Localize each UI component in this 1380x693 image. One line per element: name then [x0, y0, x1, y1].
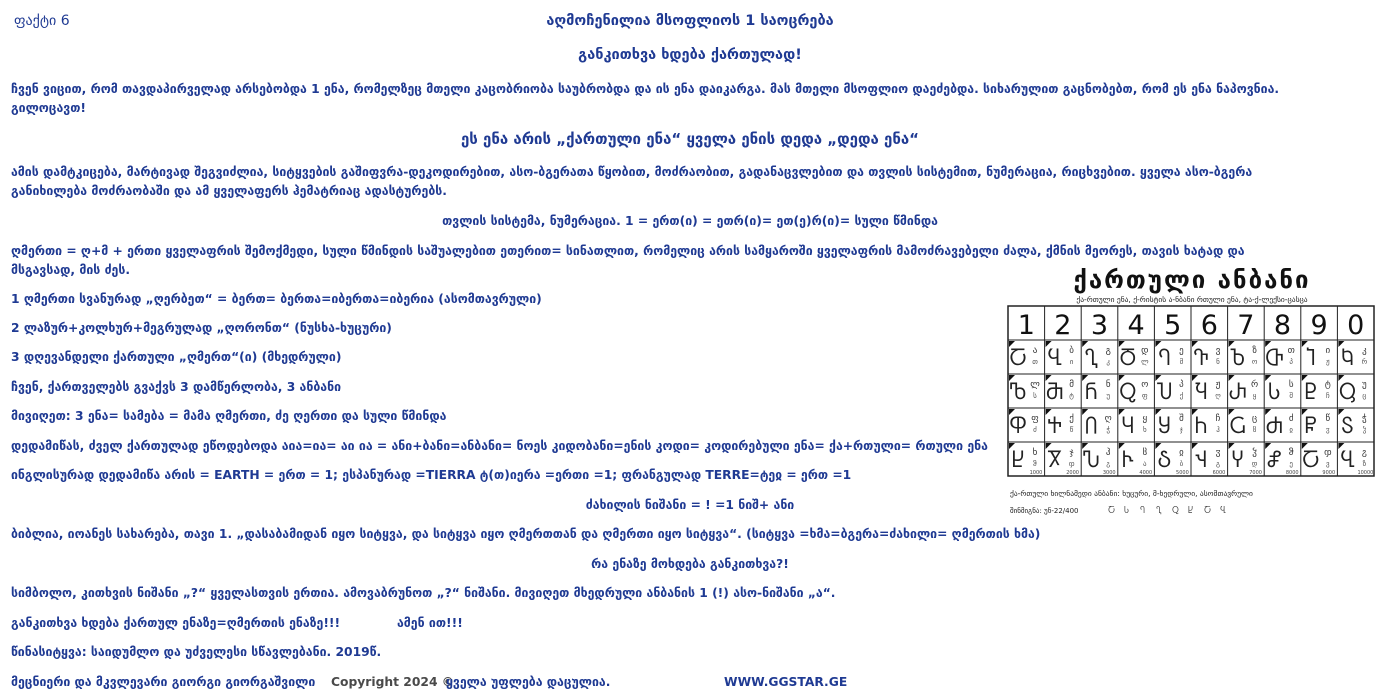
svg-text:მ: მ: [1069, 380, 1074, 390]
svg-text:ვ: ვ: [1326, 460, 1330, 468]
alphabet-digit: 5: [1164, 310, 1182, 341]
svg-text:ჯ: ჯ: [1069, 448, 1074, 458]
svg-text:შ: შ: [1289, 392, 1294, 400]
svg-text:2000: 2000: [1066, 470, 1079, 476]
svg-text:Ⴖ: Ⴖ: [1084, 414, 1098, 438]
svg-text:Ⴜ: Ⴜ: [1304, 414, 1317, 438]
svg-text:ს: ს: [1288, 380, 1294, 390]
alphabet-cell: [1338, 341, 1367, 370]
svg-text:ყ: ყ: [1142, 414, 1148, 424]
svg-text:ჶ: ჶ: [1324, 448, 1332, 458]
footer-rights: ყველა უფლება დაცულია.: [446, 675, 611, 689]
svg-text:ი: ი: [1325, 346, 1331, 356]
svg-text:ც: ც: [1252, 414, 1258, 424]
svg-text:Ⴇ: Ⴇ: [1265, 346, 1284, 370]
alphabet-cell: [1082, 409, 1112, 438]
svg-text:ჰ: ჰ: [1216, 426, 1220, 434]
line-laz: 2 ლაზურ+კოლხურ+მეგრულად „ღორონთ“ (ნუსხა-ხუცური): [11, 321, 392, 335]
svg-text:დ: დ: [1251, 460, 1258, 468]
svg-text:6000: 6000: [1212, 470, 1226, 476]
svg-text:ე: ე: [1179, 346, 1184, 356]
svg-text:რ: რ: [1251, 380, 1259, 390]
god-text: ღმერთი = ღ+მ + ერთი ყველაფრის შემოქმედი, სული წმინდის საშუალებით ეთერით= სინათლით, რომელიც არის სამყაროში ყველაფრის მამოძრავებელი ძალა, ქმნის მეორეს, თავის ხატად და: [11, 244, 1245, 258]
decorative-glyph: Ⴑ: [1124, 506, 1129, 515]
svg-text:ჩ: ჩ: [1215, 414, 1221, 424]
svg-text:Ⴔ: Ⴔ: [1009, 414, 1027, 438]
alphabet-cell: [1009, 375, 1040, 404]
svg-text:Ⴎ: Ⴎ: [1156, 380, 1173, 404]
alphabet-cell: [1009, 409, 1039, 438]
svg-text:Ⴈ: Ⴈ: [1306, 346, 1316, 370]
alphabet-cell: [1119, 341, 1149, 370]
svg-text:Ⴓ: Ⴓ: [1338, 380, 1356, 404]
proof-text: განიხილება მოძრაობაში და ამ ყველაფერს ჰემატრიაც ადასტურებს.: [11, 184, 447, 198]
svg-text:ძ: ძ: [1033, 426, 1037, 434]
god-text: მსგავსად, მის ძეს.: [11, 263, 131, 277]
line-judgment: განკითხვა ხდება ქართულ ენაზე=ღმერთის ენაზე!!!: [11, 616, 341, 630]
svg-text:Ⴢ: Ⴢ: [1157, 448, 1172, 472]
alphabet-digit: 1: [1017, 310, 1035, 341]
svg-text:Ⴋ: Ⴋ: [1045, 380, 1064, 404]
svg-text:გ: გ: [1215, 460, 1221, 468]
svg-text:Ⴕ: Ⴕ: [1047, 414, 1062, 438]
svg-text:Ⴟ: Ⴟ: [1047, 448, 1062, 472]
svg-text:ჯ: ჯ: [1179, 426, 1183, 434]
alphabet-subtitle: ქა-რთული ენა, ქ-რისტის ა-ნბანი რთული ენა, ტა-ქ-ლექსი-ცასცა: [1076, 295, 1308, 304]
svg-text:ჩ: ჩ: [1325, 392, 1330, 400]
svg-text:Ⴗ: Ⴗ: [1121, 414, 1135, 438]
svg-text:ჴ: ჴ: [1252, 448, 1257, 458]
footer-copyright: Copyright 2024 ©: [331, 675, 455, 689]
svg-text:8000: 8000: [1285, 470, 1299, 476]
alphabet-cell: [1046, 409, 1075, 438]
svg-text:Ⴡ: Ⴡ: [1121, 448, 1134, 472]
fact-label: ფაქტი 6: [14, 13, 70, 29]
svg-text:ჵ: ჵ: [1288, 448, 1294, 458]
svg-text:Ⴊ: Ⴊ: [1009, 380, 1027, 404]
alphabet-digit: 8: [1273, 310, 1292, 341]
svg-text:9000: 9000: [1322, 470, 1336, 476]
svg-text:ჲ: ჲ: [1179, 448, 1184, 458]
svg-text:ქ: ქ: [1179, 392, 1184, 400]
svg-text:ჳ: ჳ: [1326, 426, 1330, 434]
svg-text:Ⴞ: Ⴞ: [1011, 448, 1025, 472]
alphabet-cell: [1192, 341, 1221, 370]
alphabet-cell: [1082, 375, 1111, 404]
alphabet-ref: შინმიგნა: უნ-22/400: [1010, 507, 1079, 515]
svg-text:ხ: ხ: [1142, 426, 1147, 434]
svg-text:ზ: ზ: [1362, 460, 1367, 468]
svg-text:Ⴏ: Ⴏ: [1194, 380, 1208, 404]
svg-text:ჵ: ჵ: [1033, 460, 1037, 468]
georgian-alphabet-image: [1004, 262, 1380, 520]
svg-text:Ⴅ: Ⴅ: [1193, 346, 1209, 370]
line-symbol: სიმბოლო, კითხვის ნიშანი „?“ ყველასთვის ერთია. ამოვაბრუნოთ „?“ ნიშანი. მივიღეთ მხედრული ანბანის 1 (!) ასო-ნიშანი „ა“.: [11, 586, 836, 600]
svg-text:Ⴘ: Ⴘ: [1158, 414, 1171, 438]
svg-text:კ: კ: [1362, 346, 1367, 356]
svg-text:ლ: ლ: [1141, 358, 1149, 366]
svg-text:ა: ა: [1032, 346, 1038, 356]
intro-text: გილოცავთ!: [11, 101, 86, 115]
alphabet-cell: [1009, 341, 1038, 370]
alphabet-cell: [1265, 409, 1294, 438]
svg-text:ქ: ქ: [1069, 414, 1074, 424]
svg-text:Ⴀ: Ⴀ: [1009, 346, 1027, 370]
alphabet-cell: [1119, 375, 1149, 404]
alphabet-title: ქართული ანბანი: [1073, 266, 1311, 294]
svg-text:ო: ო: [1141, 380, 1149, 390]
svg-text:ჱ: ჱ: [1142, 448, 1148, 458]
decorative-glyph: Ⴀ: [1108, 506, 1115, 515]
decorative-glyph: Ⴍ: [1172, 506, 1179, 515]
alphabet-cell: [1265, 341, 1295, 370]
svg-text:წ: წ: [1069, 426, 1074, 434]
svg-text:რ: რ: [1361, 358, 1368, 366]
svg-text:ე: ე: [1289, 460, 1293, 468]
alphabet-cell: [1302, 409, 1331, 438]
alphabet-cell: [1338, 409, 1367, 438]
decorative-glyph: Ⴞ: [1188, 506, 1193, 515]
svg-text:Ⴝ: Ⴝ: [1341, 414, 1354, 438]
alphabet-cell: [1155, 341, 1184, 370]
line-amen: ამენ ით!!!: [397, 616, 463, 630]
line-preface: წინასიტყვა: საიდუმლო და უძველესი სწავლებანი. 2019წ.: [11, 645, 382, 659]
alphabet-digit: 6: [1200, 310, 1218, 341]
svg-text:Ⴠ: Ⴠ: [1082, 448, 1100, 472]
svg-text:Ⴂ: Ⴂ: [1084, 346, 1098, 370]
decorative-glyph: Ⴂ: [1156, 506, 1162, 515]
alphabet-cell: [1192, 375, 1221, 404]
svg-text:ძ: ძ: [1288, 414, 1294, 424]
alphabet-cell: [1155, 409, 1184, 438]
svg-text:Ⴚ: Ⴚ: [1229, 414, 1246, 438]
svg-text:Ⴥ: Ⴥ: [1266, 448, 1282, 472]
svg-text:Ⴙ: Ⴙ: [1194, 414, 1208, 438]
svg-text:წ: წ: [1325, 414, 1331, 424]
svg-text:Ⴣ: Ⴣ: [1195, 448, 1207, 472]
alphabet-cell: [1229, 409, 1258, 438]
alphabet-cell: [1302, 375, 1331, 404]
svg-text:ყ: ყ: [1252, 392, 1257, 400]
svg-text:ჲ: ჲ: [1289, 426, 1293, 434]
alphabet-cell: [1046, 341, 1075, 370]
svg-text:Ⴐ: Ⴐ: [1228, 380, 1247, 404]
svg-text:Ⴉ: Ⴉ: [1341, 346, 1354, 370]
alphabet-digit: 7: [1237, 310, 1255, 341]
svg-text:ც: ც: [1362, 392, 1367, 400]
footer-author: მეცნიერი და მკვლევარი გიორგი გიორგაშვილი: [11, 675, 316, 689]
svg-text:ტ: ტ: [1069, 392, 1074, 400]
svg-text:ჴ: ჴ: [1362, 426, 1367, 434]
intro-text: ჩვენ ვიცით, რომ თავდაპირველად არსებობდა 1 ენა, რომელზეც მთელი კაცობრიობა საუბრობდა და ის ენა დაიკარგა. მას მთელი მსოფლიო დაეძებდა. სიხარულით გაცნობებთ, რომ ეს ენა ნაპოვნია.: [11, 82, 1280, 96]
svg-text:ჭ: ჭ: [1106, 426, 1111, 434]
alphabet-cell: [1229, 341, 1258, 370]
counting-system: თვლის სისტემა, ნუმერაცია. 1 = ერთ(ი) = ეთრ(ი)= ეთ(ე)რ(ი)= სული წმინდა: [442, 214, 938, 228]
svg-text:ფ: ფ: [1031, 414, 1039, 424]
line-earth: დედამიწას, ძველ ქართულად ეწოდებოდა აია=ია= აი ია = ანი+ბანი=ანბანი= ნოეს კიდობანი=ენის კოდი= კოდირებული ენა= ქა+რთული= რთული ენა: [11, 439, 988, 453]
svg-text:უ: უ: [1106, 392, 1111, 400]
alphabet-cell: [1155, 375, 1184, 404]
svg-text:კ: კ: [1106, 358, 1110, 366]
svg-text:ზ: ზ: [1252, 346, 1257, 356]
alphabet-cell: [1192, 409, 1221, 438]
proof-text: ამის დამტკიცება, მარტივად შეგვიძლია, სიტყვების გაშიფვრა-დეკოდირებით, ასო-ბგერათა წყობით, მოძრაობით, გადანაცვლებით და თვლის სისტემით, ნუმერაცია, რიცხვებით. ყველა ასო-ბგერა: [11, 165, 1253, 179]
svg-text:ჟ: ჟ: [1325, 358, 1330, 366]
decorative-glyph: Ⴄ: [1140, 506, 1145, 515]
svg-text:7000: 7000: [1249, 470, 1262, 476]
line-trinity: მივიღეთ: 3 ენა= სამება = მამა ღმერთი, ძე ღერთი და სული წმინდა: [11, 409, 447, 423]
alphabet-cell: [1228, 375, 1258, 404]
svg-text:ო: ო: [1251, 358, 1258, 366]
svg-text:Ⴁ: Ⴁ: [1340, 448, 1355, 472]
svg-text:ი: ი: [1069, 358, 1074, 366]
svg-text:Ⴄ: Ⴄ: [1158, 346, 1171, 370]
svg-text:ჶ: ჶ: [1068, 460, 1075, 468]
line-alphabets: ჩვენ, ქართველებს გვაქვს 3 დამწერლობა, 3 ანბანი: [11, 380, 341, 394]
svg-text:ღ: ღ: [1215, 392, 1221, 400]
svg-text:პ: პ: [1179, 380, 1184, 390]
alphabet-cell: [1338, 375, 1367, 404]
svg-text:პ: პ: [1289, 358, 1293, 366]
alphabet-digit: 3: [1090, 310, 1109, 341]
svg-text:ჰ: ჰ: [1105, 448, 1111, 458]
svg-text:ჷ: ჷ: [1361, 448, 1367, 458]
alphabet-cell: [1046, 375, 1075, 404]
svg-text:ხ: ხ: [1032, 448, 1038, 458]
line-svan: 1 ღმერთი სვანურად „ღერბეთ“ = ბერთ= ბერთა=იბერთა=იბერია (ასომთავრული): [11, 292, 542, 306]
svg-text:ჷ: ჷ: [1106, 460, 1111, 468]
alphabet-caption: ქა-რთული ხილნამედი ანბანი: ხუცური, მ-ხედრული, ასომთავრული: [1010, 489, 1253, 498]
alphabet-digit: 0: [1347, 310, 1365, 341]
svg-text:ტ: ტ: [1324, 380, 1331, 390]
line-georgian: 3 დღევანდელი ქართული „ღმერთ“(ი) (მხედრული): [11, 350, 342, 364]
svg-text:ნ: ნ: [1216, 358, 1220, 366]
svg-text:Ⴍ: Ⴍ: [1119, 380, 1137, 404]
page-title: აღმოჩენილია მსოფლიოს 1 საოცრება: [546, 13, 834, 29]
svg-text:Ⴀ: Ⴀ: [1302, 448, 1320, 472]
svg-text:1000: 1000: [1029, 470, 1043, 476]
svg-text:მ: მ: [1179, 358, 1184, 366]
alphabet-digit: 4: [1127, 310, 1145, 341]
svg-text:ღ: ღ: [1104, 414, 1112, 424]
svg-text:ნ: ნ: [1105, 380, 1111, 390]
svg-text:უ: უ: [1362, 380, 1367, 390]
svg-text:Ⴑ: Ⴑ: [1267, 380, 1281, 404]
svg-text:ჳ: ჳ: [1215, 448, 1221, 458]
svg-text:ბ: ბ: [1069, 346, 1074, 356]
svg-text:ა: ა: [1143, 460, 1147, 468]
page-subtitle: განკითხვა ხდება ქართულად!: [578, 47, 802, 63]
alphabet-cell: [1119, 409, 1148, 438]
svg-text:3000: 3000: [1102, 470, 1116, 476]
svg-text:შ: შ: [1179, 414, 1184, 424]
decorative-glyph: Ⴁ: [1220, 506, 1226, 515]
svg-text:დ: დ: [1141, 346, 1149, 356]
svg-text:ს: ს: [1033, 392, 1037, 400]
svg-text:ჱ: ჱ: [1252, 426, 1257, 434]
svg-text:თ: თ: [1287, 346, 1295, 356]
svg-text:5000: 5000: [1176, 470, 1189, 476]
alphabet-digit: 2: [1054, 310, 1072, 341]
svg-text:Ⴛ: Ⴛ: [1265, 414, 1283, 438]
svg-text:4000: 4000: [1139, 470, 1153, 476]
svg-text:ფ: ფ: [1141, 392, 1148, 400]
svg-text:ლ: ლ: [1030, 380, 1040, 390]
svg-text:10000: 10000: [1357, 470, 1374, 476]
alphabet-digit: 9: [1310, 310, 1328, 341]
svg-text:Ⴃ: Ⴃ: [1119, 346, 1137, 370]
svg-text:გ: გ: [1105, 346, 1111, 356]
svg-text:ჭ: ჭ: [1362, 414, 1367, 424]
svg-text:Ⴁ: Ⴁ: [1047, 346, 1062, 370]
line-bible: ბიბლია, იოანეს სახარება, თავი 1. „დასაბამიდან იყო სიტყვა, და სიტყვა იყო ღმერთთან და ღმერთი იყო სიტყვა“. (სიტყვა =ხმა=ბგერა=ძახილი= ღმერთის ხმა): [11, 527, 1041, 541]
line-question: რა ენაზე მოხდება განკითხვა?!: [591, 557, 789, 571]
line-exclaim: ძახილის ნიშანი = ! =1 ნიშ+ ანი: [585, 498, 795, 512]
svg-text:Ⴌ: Ⴌ: [1084, 380, 1098, 404]
section-heading: ეს ენა არის „ქართული ენა“ ყველა ენის დედა „დედა ენა“: [460, 130, 920, 148]
svg-text:ვ: ვ: [1215, 346, 1221, 356]
decorative-glyph: Ⴀ: [1204, 506, 1211, 515]
svg-text:ჟ: ჟ: [1215, 380, 1221, 390]
svg-text:Ⴆ: Ⴆ: [1230, 346, 1246, 370]
svg-text:ბ: ბ: [1179, 460, 1184, 468]
svg-text:თ: თ: [1032, 358, 1038, 366]
alphabet-cell: [1082, 341, 1111, 370]
line-english: ინგლისურად დედამიწა არის = EARTH = ერთ = 1; ესპანურად =TIERRA ტ(თ)იერა =ერთი =1; ფრანგულად TERRE=ტეჲ = ერთ =1: [11, 468, 852, 482]
footer-website-link[interactable]: WWW.GGSTAR.GE: [724, 675, 848, 689]
svg-text:Ⴤ: Ⴤ: [1231, 448, 1244, 472]
alphabet-cell: [1265, 375, 1294, 404]
svg-text:Ⴒ: Ⴒ: [1304, 380, 1318, 404]
